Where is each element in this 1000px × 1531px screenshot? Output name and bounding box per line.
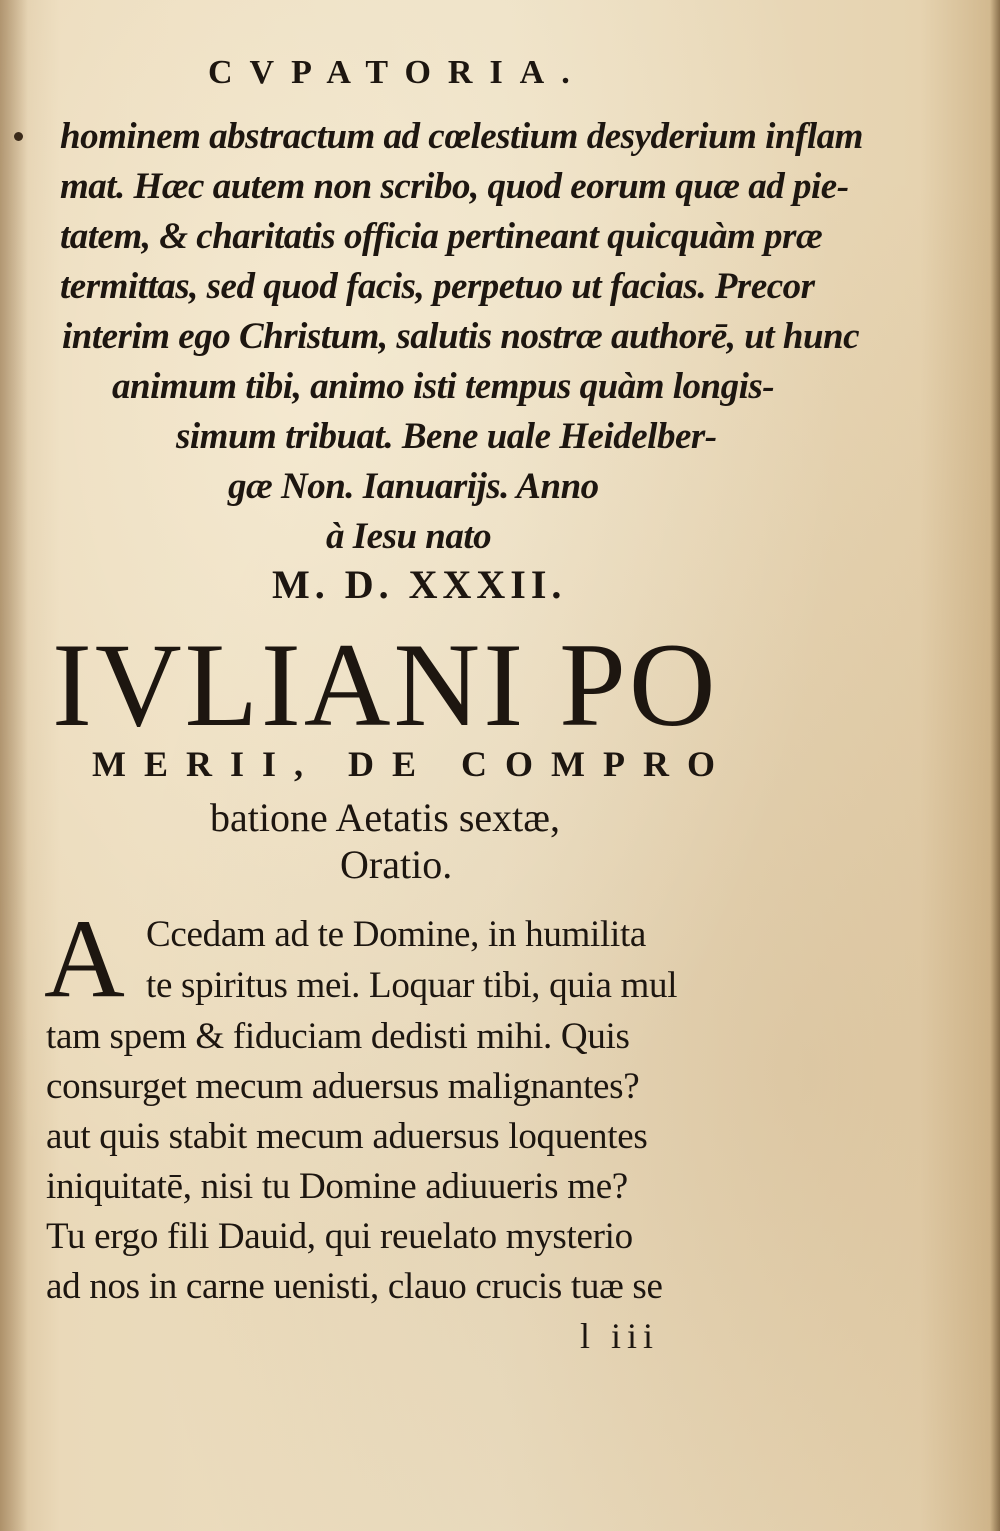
letter-line: hominem abstractum ad cœlestium desyderium inflam [60, 116, 863, 157]
gutter-shadow [0, 0, 28, 1531]
body-line: Ccedam ad te Domine, in humilita [146, 914, 647, 955]
body-line: te spiritus mei. Loquar tibi, quia mul [146, 965, 678, 1006]
body-line: Tu ergo fili Dauid, qui reuelato mysterio [46, 1216, 633, 1257]
oration-title-line4: Oratio. [340, 842, 453, 887]
letter-line: animum tibi, animo isti tempus quàm longis- [112, 366, 775, 407]
letter-date: M. D. XXXII. [272, 562, 567, 607]
letter-line: simum tribuat. Bene uale Heidelber- [176, 416, 717, 457]
body-line: tam spem & fiduciam dedisti mihi. Quis [46, 1016, 630, 1057]
signature-mark: l iii [580, 1316, 660, 1356]
page-edge [990, 0, 1000, 1531]
letter-line: tatem, & charitatis officia pertineant quicquàm præ [60, 216, 823, 257]
letter-line: gæ Non. Ianuarijs. Anno [228, 466, 599, 507]
oration-title: IVLIANI PO [52, 618, 719, 751]
oration-title-line3: batione Aetatis sextæ, [210, 795, 560, 840]
body-line: aut quis stabit mecum aduersus loquentes [46, 1116, 648, 1157]
running-head: CVPATORIA. [208, 54, 587, 91]
letter-line: mat. Hæc autem non scribo, quod eorum quæ ad pie- [60, 166, 849, 207]
margin-dot [14, 132, 23, 141]
body-line: ad nos in carne uenisti, clauo crucis tuæ se [46, 1266, 663, 1307]
body-line: iniquitatē, nisi tu Domine adiuueris me? [46, 1166, 628, 1207]
drop-cap: A [44, 897, 125, 1021]
letter-line: termittas, sed quod facis, perpetuo ut facias. Precor [60, 266, 815, 307]
body-line: consurget mecum aduersus malignantes? [46, 1066, 640, 1107]
oration-title-caps: MERII, DE COMPRO [92, 744, 733, 784]
letter-line: à Iesu nato [326, 516, 492, 557]
letter-line: interim ego Christum, salutis nostræ authorē, ut hunc [62, 316, 860, 357]
